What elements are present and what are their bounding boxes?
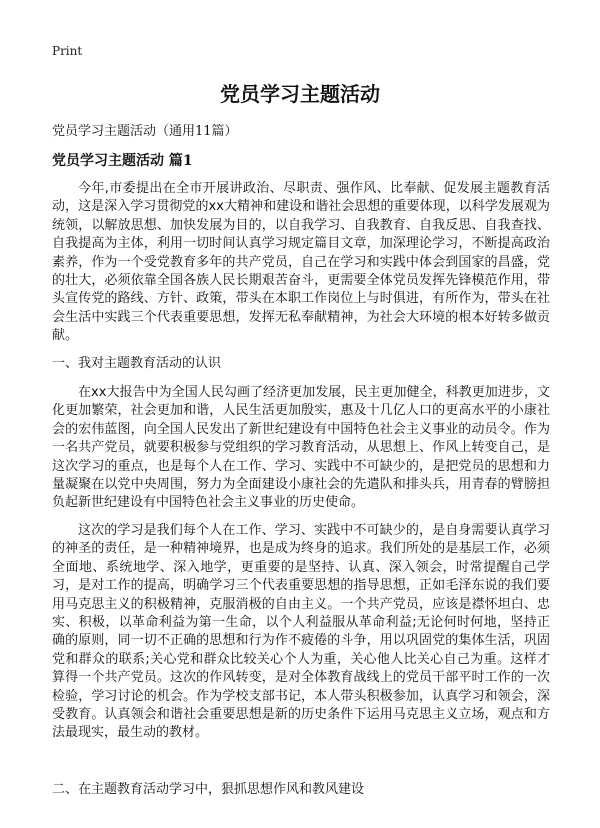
section-heading-2: 二、在主题教育活动学习中，狠抓思想作风和教风建设 bbox=[52, 782, 365, 797]
article-heading: 党员学习主题活动 篇1 bbox=[52, 153, 193, 169]
paragraph-2: 在xx大报告中为全国人民勾画了经济更加发展，民主更加健全，科教更加进步，文化更加繁荣，社会更加和谐，人民生活更加殷实，惠及十几亿人口的更高水平的小康社会的宏伟蓝图，向全国人民发出了新世纪建设有中国特色社会主义事业的动员令。作为一名共产党员，就要积极参与党组织的学习教育活动，从思想上、作风上转变自己，是这次学习的重点，也是每个人在工作、学习、实践中不可缺少的，是把党员的思想和力量凝聚在以党中央周围，努力为全面建设小康社会的先遣队和排头兵，用青春的臂膀担负起新世纪建设有中国特色社会主义事业的历史使命。 bbox=[52, 385, 550, 511]
document-subtitle: 党员学习主题活动（通用11篇） bbox=[52, 124, 238, 139]
document-title: 党员学习主题活动 bbox=[220, 82, 380, 106]
print-link[interactable]: Print bbox=[52, 44, 83, 58]
paragraph-1: 今年,市委提出在全市开展讲政治、尽职责、强作风、比奉献、促发展主题教育活动，这是深入学习贯彻党的xx大精神和建设和谐社会思想的重要体现，以科学发展观为统领，以解放思想、加快发展为目的，以自我学习、自我教育、自我反思、自我查找、自我提高为主体，利用一切时间认真学习规定篇目文章，加深理论学习，不断提高政治素养，作为一个受党教育多年的共产党员，自己在学习和实践中体会到国家的昌盛，党的壮大，必须依靠全国各族人民长期艰苦奋斗，更需要全体党员发挥先锋模范作用，带头宣传党的路线、方针、政策，带头在本职工作岗位上与时俱进，有所作为，带头在社会生活中实践三个代表重要思想，发挥无私奉献精神，为社会大环境的根本好转多做贡献。 bbox=[52, 181, 550, 344]
section-heading-1: 一、我对主题教育活动的认识 bbox=[52, 356, 222, 371]
paragraph-3: 这次的学习是我们每个人在工作、学习、实践中不可缺少的，是自身需要认真学习的神圣的责任，是一种精神境界，也是成为终身的追求。我们所处的是基层工作，必须全面地、系统地学、深入地学，更重要的是坚持、认真、深入领会，时常提醒自己学习，是对工作的提高，明确学习三个代表重要思想的指导思想，正如毛泽东说的我们要用马克思主义的积极精神，克服消极的自由主义。一个共产党员，应该是襟怀坦白、忠实、积极，以革命利益为第一生命，以个人利益服从革命利益;无论何时何地，坚持正确的原则，同一切不正确的思想和行为作不疲倦的斗争，用以巩固党的集体生活，巩固党和群众的联系;关心党和群众比较关心个人为重，关心他人比关心自己为重。这样才算得一个共产党员。这次的作风转变，是对全体教育战线上的党员干部平时工作的一次检验，学习讨论的机会。作为学校支部书记，本人带头积极参加，认真学习和领会，深受教育。认真领会和谐社会重要思想是新的历史条件下运用马克思主义立场，观点和方法最现实，最生动的教材。 bbox=[52, 523, 550, 741]
